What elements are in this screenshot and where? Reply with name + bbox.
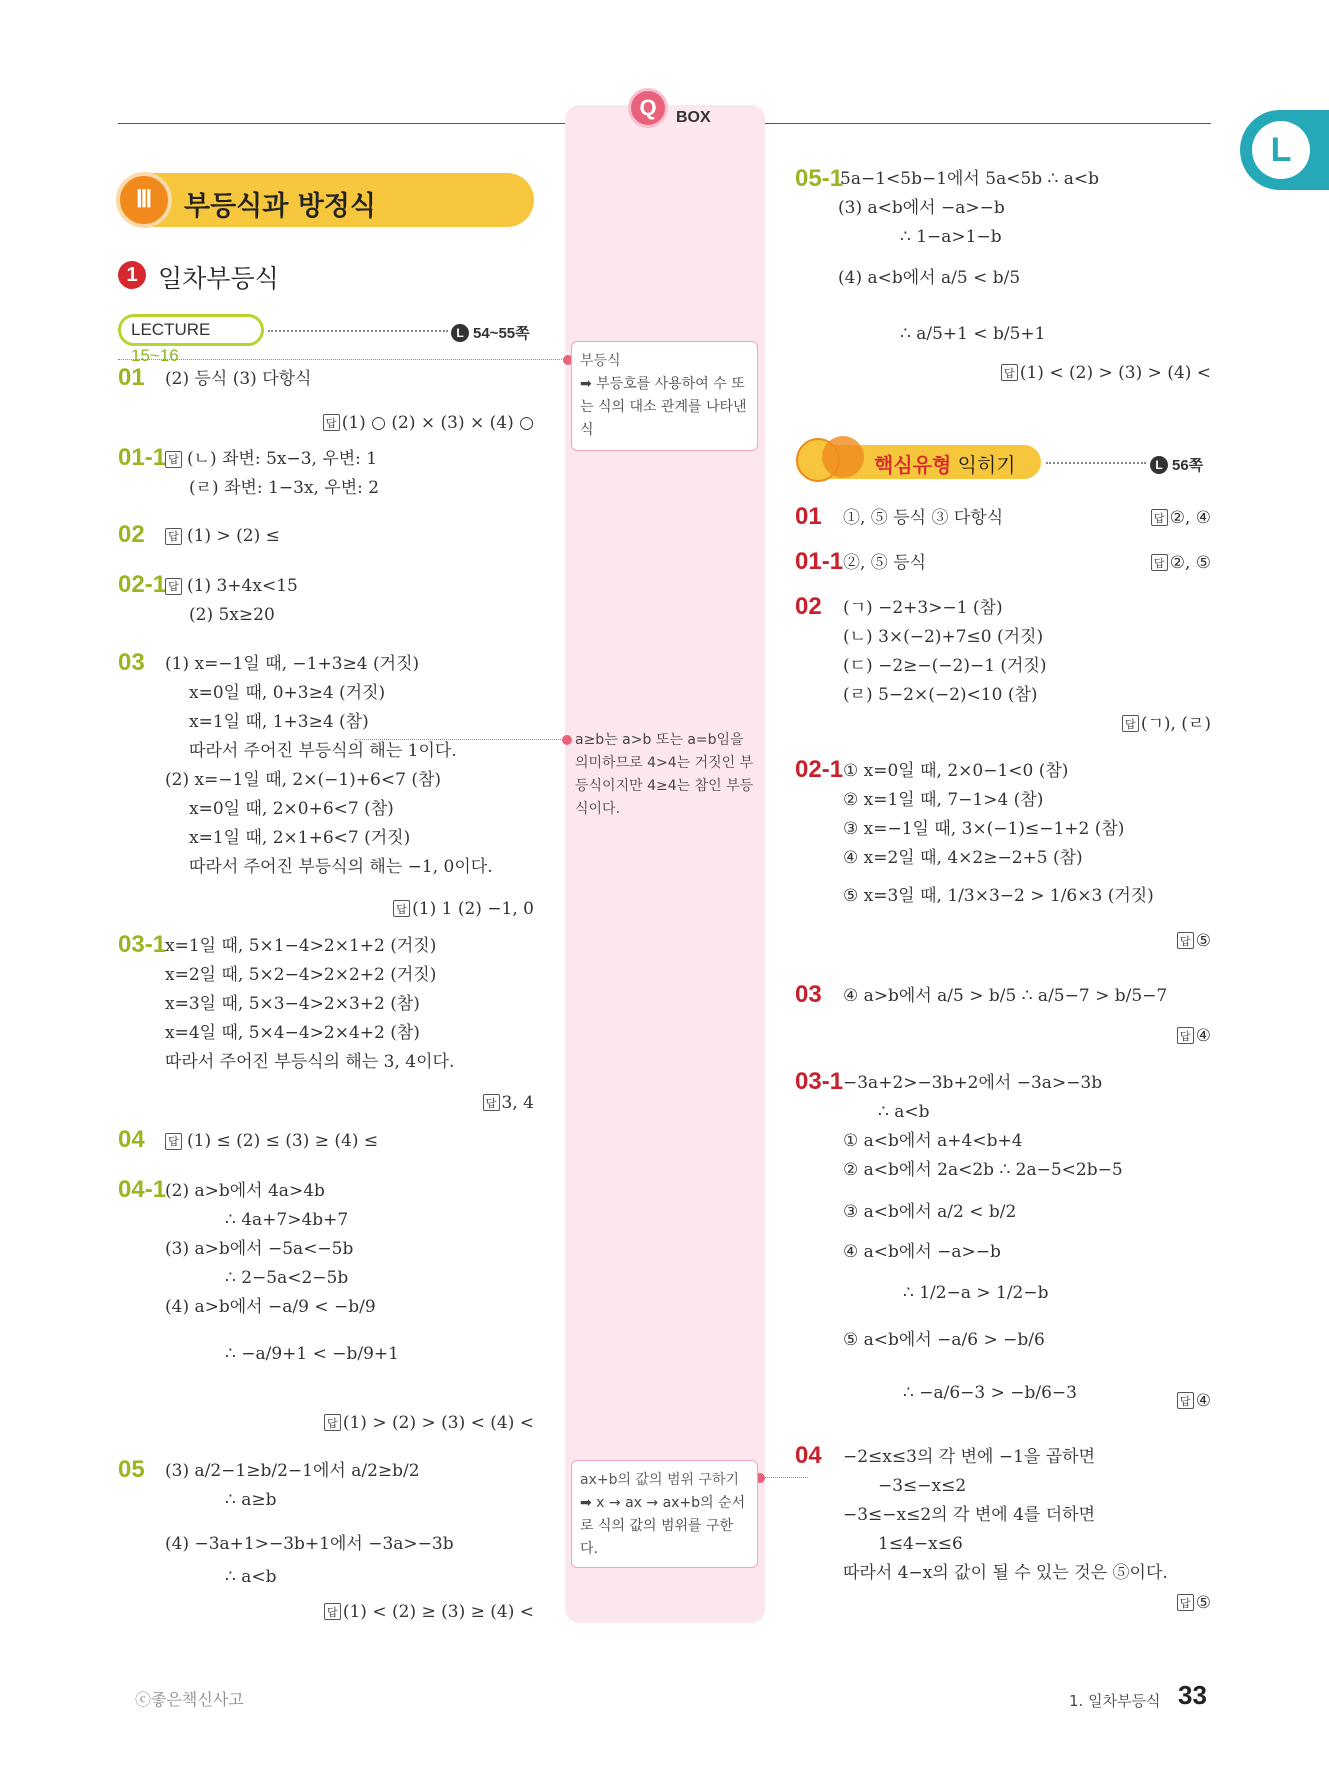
answer-value: (1) > (2) > (3) < (4) < xyxy=(342,1413,534,1433)
solution-text: 따라서 주어진 부등식의 해는 1이다. xyxy=(189,741,457,761)
lecture-page-range: 54~55쪽 xyxy=(473,325,530,342)
problem-number: 05-1 xyxy=(795,165,844,192)
solution-text: x=1일 때, 1+3≥4 (참) xyxy=(189,712,369,732)
solution-line: ② a<b에서 2a<2b ∴ 2a−5<2b−5 xyxy=(843,1160,1123,1180)
note-3-title: ax+b의 값의 범위 구하기 xyxy=(580,1472,740,1488)
solution-line xyxy=(189,740,457,762)
core-type-title xyxy=(874,449,1016,478)
answer-value: 3, 4 xyxy=(501,1093,534,1113)
answer-value: (1) 1 (2) −1, 0 xyxy=(412,899,534,919)
section-title: 일차부등식 xyxy=(158,264,279,293)
solution-text: (2) 5x≥20 xyxy=(189,605,275,625)
answer-mark-icon: 답 xyxy=(324,1414,341,1431)
solution-line xyxy=(225,1343,399,1365)
answer-value: ②, ④ xyxy=(1169,508,1211,528)
chapter-title: 부등식과 방정식 xyxy=(184,191,376,222)
top-rule-right xyxy=(765,123,1211,124)
problem-number: 02 xyxy=(795,593,822,620)
problem-number: 04-1 xyxy=(118,1176,167,1203)
solution-line: ⑤ x=3일 때, 1/3×3−2 > 1/6×3 (거짓) xyxy=(843,886,1154,906)
solution-line xyxy=(165,1460,420,1482)
note-connector-1 xyxy=(118,359,566,360)
answer-value: (1) < (2) ≥ (3) ≥ (4) < xyxy=(342,1602,534,1622)
answer-value: ⑤ xyxy=(1195,1593,1211,1613)
footer-publisher: ⓒ좋은책신사고 xyxy=(135,1690,244,1709)
solution-line: ② x=1일 때, 7−1>4 (참) xyxy=(843,790,1044,810)
solution-text: 따라서 주어진 부등식의 해는 −1, 0이다. xyxy=(189,857,493,877)
solution-line xyxy=(165,575,298,597)
solution-text: ∴ −a/9+1 < −b/9+1 xyxy=(225,1344,399,1364)
problem-number: 02 xyxy=(118,521,145,548)
problem-number: 01-1 xyxy=(118,444,167,471)
solution-text: (2) x=−1일 때, 2×(−1)+6<7 (참) xyxy=(165,770,442,790)
solution-text: ∴ 2−5a<2−5b xyxy=(225,1268,349,1288)
note-3-body: ➡ x → ax → ax+b의 순서로 식의 값의 범위를 구한다. xyxy=(580,1495,746,1557)
answer-line xyxy=(1122,713,1211,735)
solution-text: x=3일 때, 5×3−4>2×3+2 (참) xyxy=(165,994,420,1014)
problem-number: 03 xyxy=(795,981,822,1008)
answer-mark-icon: 답 xyxy=(165,578,182,595)
solution-text: 따라서 주어진 부등식의 해는 3, 4이다. xyxy=(165,1052,455,1072)
solution-line: ∴ a/5+1 < b/5+1 xyxy=(900,324,1046,344)
solution-line xyxy=(225,1489,276,1511)
answer-mark-icon: 답 xyxy=(1151,554,1168,571)
answer-value: (1) ○ (2) × (3) × (4) ○ xyxy=(341,413,534,433)
answer-line xyxy=(1177,1390,1211,1412)
qbox-note-3 xyxy=(571,1460,758,1568)
solution-text: (1) ≤ (2) ≤ (3) ≥ (4) ≤ xyxy=(187,1131,379,1151)
problem-number: 03-1 xyxy=(118,931,167,958)
problem-number: 01-1 xyxy=(795,548,844,575)
solution-line xyxy=(189,604,275,626)
answer-mark-icon: 답 xyxy=(1151,509,1168,526)
solution-text: ∴ a≥b xyxy=(225,1490,277,1510)
solution-line xyxy=(165,1051,454,1073)
solution-line xyxy=(165,1180,325,1202)
solution-line: 따라서 4−x의 값이 될 수 있는 것은 ⑤이다. xyxy=(843,1563,1168,1583)
lecture-badge xyxy=(118,314,264,365)
core-type-title-black: 익히기 xyxy=(951,453,1016,477)
solution-line: ④ x=2일 때, 4×2≥−2+5 (참) xyxy=(843,848,1083,868)
solution-line xyxy=(165,653,419,675)
solution-text: (1) x=−1일 때, −1+3≥4 (거짓) xyxy=(165,654,420,674)
answer-mark-icon: 답 xyxy=(1177,1594,1194,1611)
solution-line xyxy=(189,856,493,878)
page-number: 33 xyxy=(1178,1680,1207,1710)
solution-line: ∴ a<b xyxy=(878,1102,930,1122)
solution-line xyxy=(225,1566,276,1588)
solution-line: (ㄴ) 3×(−2)+7≤0 (거짓) xyxy=(843,627,1044,647)
lecture-tab-icon: L xyxy=(1252,121,1310,179)
solution-line: ③ x=−1일 때, 3×(−1)≤−1+2 (참) xyxy=(843,819,1125,839)
solution-line xyxy=(189,798,394,820)
answer-line xyxy=(483,1092,534,1114)
problem-number: 04 xyxy=(118,1126,145,1153)
solution-text: (ㄴ) 좌변: 5x−3, 우변: 1 xyxy=(187,449,378,469)
answer-value: ⑤ xyxy=(1195,931,1211,951)
solution-line xyxy=(165,525,280,547)
solution-text: x=1일 때, 5×1−4>2×1+2 (거짓) xyxy=(165,936,437,956)
footer-section: 1. 일차부등식 xyxy=(1069,1692,1161,1710)
answer-value: ④ xyxy=(1195,1391,1211,1411)
core-type-logo-overlap xyxy=(822,436,864,478)
solution-line: ∴ 1−a>1−b xyxy=(900,227,1002,247)
answer-mark-icon: 답 xyxy=(1001,364,1018,381)
answer-mark-icon: 답 xyxy=(1177,932,1194,949)
answer-line xyxy=(1177,1025,1211,1047)
qbox-note-2 xyxy=(571,725,758,821)
solution-line xyxy=(165,1238,353,1260)
answer-line xyxy=(1151,507,1211,529)
solution-line: −3≤−x≤2 xyxy=(878,1476,967,1496)
answer-mark-icon: 답 xyxy=(165,528,182,545)
problem-number: 04 xyxy=(795,1442,822,1469)
qbox-note-1 xyxy=(571,341,758,451)
solution-line: ④ a>b에서 a/5 > b/5 ∴ a/5−7 > b/5−7 xyxy=(843,986,1168,1006)
solution-line xyxy=(165,993,420,1015)
answer-line xyxy=(1177,1592,1211,1614)
solution-text: x=0일 때, 0+3≥4 (거짓) xyxy=(189,683,386,703)
solution-text: x=4일 때, 5×4−4>2×4+2 (참) xyxy=(165,1023,420,1043)
lecture-leader xyxy=(268,330,448,332)
answer-line xyxy=(323,412,534,434)
problem-number: 05 xyxy=(118,1456,145,1483)
solution-line xyxy=(189,827,410,849)
solution-line: ∴ 1/2−a > 1/2−b xyxy=(903,1283,1049,1303)
answer-mark-icon: 답 xyxy=(1122,715,1139,732)
solution-text: (4) a>b에서 −a/9 < −b/9 xyxy=(165,1297,376,1317)
answer-line xyxy=(1001,362,1211,384)
solution-text: x=0일 때, 2×0+6<7 (참) xyxy=(189,799,394,819)
solution-text: (1) 3+4x<15 xyxy=(187,576,298,596)
solution-text: ∴ a<b xyxy=(225,1567,277,1587)
solution-line xyxy=(165,769,441,791)
solution-line xyxy=(165,1022,420,1044)
solution-line: (ㄹ) 5−2×(−2)<10 (참) xyxy=(843,685,1038,705)
problem-number: 02-1 xyxy=(118,571,167,598)
problem-number: 02-1 xyxy=(795,756,844,783)
solution-text: (3) a/2−1≥b/2−1에서 a/2≥b/2 xyxy=(165,1461,420,1481)
qbox-q-icon: Q xyxy=(628,88,668,128)
answer-mark-icon: 답 xyxy=(323,414,340,431)
solution-line: ④ a<b에서 −a>−b xyxy=(843,1242,1001,1262)
solution-line: −3a+2>−3b+2에서 −3a>−3b xyxy=(843,1073,1103,1093)
answer-line xyxy=(393,898,534,920)
answer-value: ④ xyxy=(1195,1026,1211,1046)
note-connector-3 xyxy=(758,1477,808,1478)
problem-number: 03-1 xyxy=(795,1068,844,1095)
solution-line: 1≤4−x≤6 xyxy=(878,1534,963,1554)
answer-line xyxy=(1151,552,1211,574)
answer-line xyxy=(324,1412,534,1434)
solution-line xyxy=(165,935,436,957)
lecture-pages xyxy=(451,322,530,343)
solution-line: ①, ⑤ 등식 ③ 다항식 xyxy=(843,508,1004,528)
answer-value: (ㄱ), (ㄹ) xyxy=(1140,714,1211,734)
solution-line: ① x=0일 때, 2×0−1<0 (참) xyxy=(843,761,1069,781)
solution-line: (4) a<b에서 a/5 < b/5 xyxy=(838,268,1021,288)
solution-line xyxy=(189,711,369,733)
solution-line: −2≤x≤3의 각 변에 −1을 곱하면 xyxy=(843,1447,1096,1467)
answer-mark-icon: 답 xyxy=(165,1133,182,1150)
answer-value: (1) < (2) > (3) > (4) < xyxy=(1019,363,1211,383)
qbox-label: BOX xyxy=(676,109,711,126)
core-type-page-range: 56쪽 xyxy=(1172,457,1204,474)
solution-text: (3) a>b에서 −5a<−5b xyxy=(165,1239,354,1259)
solution-line xyxy=(165,1296,376,1318)
lecture-word: LECTURE xyxy=(131,320,211,339)
note-1-title: 부등식 xyxy=(580,353,621,369)
qbox-column xyxy=(565,105,765,1623)
solution-text: (2) a>b에서 4a>4b xyxy=(165,1181,325,1201)
core-type-title-red: 핵심유형 xyxy=(874,453,952,477)
solution-text: (1) > (2) ≤ xyxy=(187,526,280,546)
solution-line: ②, ⑤ 등식 xyxy=(843,553,927,573)
solution-line: (ㄷ) −2≥−(−2)−1 (거짓) xyxy=(843,656,1047,676)
answer-mark-icon: 답 xyxy=(483,1094,500,1111)
note-2-body: a≥b는 a>b 또는 a=b임을 의미하므로 4>4는 거짓인 부등식이지만 4≥4는 참인 부등식이다. xyxy=(575,732,754,817)
answer-mark-icon: 답 xyxy=(1177,1027,1194,1044)
solution-line xyxy=(225,1267,348,1289)
core-type-pages xyxy=(1150,454,1203,475)
solution-text: (2) 등식 (3) 다항식 xyxy=(165,369,312,389)
solution-line xyxy=(165,448,377,470)
answer-line xyxy=(1177,930,1211,952)
answer-mark-icon: 답 xyxy=(1177,1392,1194,1409)
solution-line xyxy=(165,368,311,390)
solution-text: x=1일 때, 2×1+6<7 (거짓) xyxy=(189,828,411,848)
solution-line xyxy=(225,1209,348,1231)
section-number: 1 xyxy=(118,261,146,289)
core-type-leader xyxy=(1046,462,1146,464)
chapter-numeral: Ⅲ xyxy=(116,172,172,228)
lecture-range: 15~16 xyxy=(131,346,179,365)
solution-line: (ㄱ) −2+3>−1 (참) xyxy=(843,598,1003,618)
solution-line: ① a<b에서 a+4<b+4 xyxy=(843,1131,1023,1151)
problem-number: 03 xyxy=(118,649,145,676)
solution-line: ⑤ a<b에서 −a/6 > −b/6 xyxy=(843,1330,1045,1350)
answer-value: ②, ⑤ xyxy=(1169,553,1211,573)
answer-mark-icon: 답 xyxy=(393,900,410,917)
note-1-body: ➡ 부등호를 사용하여 수 또는 식의 대소 관계를 나타낸 식 xyxy=(580,376,747,438)
solution-line: −3≤−x≤2의 각 변에 4를 더하면 xyxy=(843,1505,1096,1525)
solution-line: ∴ −a/6−3 > −b/6−3 xyxy=(903,1383,1077,1403)
book-page-icon: L xyxy=(451,324,469,342)
answer-mark-icon: 답 xyxy=(324,1603,341,1620)
problem-number: 01 xyxy=(795,503,822,530)
solution-line xyxy=(189,477,379,499)
answer-line xyxy=(324,1601,534,1623)
solution-line xyxy=(189,682,385,704)
solution-line xyxy=(165,964,436,986)
note-connector-2 xyxy=(355,739,565,740)
solution-text: (4) −3a+1>−3b+1에서 −3a>−3b xyxy=(165,1534,454,1554)
solution-text: (ㄹ) 좌변: 1−3x, 우변: 2 xyxy=(189,478,380,498)
solution-text: x=2일 때, 5×2−4>2×2+2 (거짓) xyxy=(165,965,437,985)
solution-line: ③ a<b에서 a/2 < b/2 xyxy=(843,1202,1017,1222)
solution-text: ∴ 4a+7>4b+7 xyxy=(225,1210,349,1230)
solution-line xyxy=(165,1533,454,1555)
solution-line xyxy=(165,1130,378,1152)
top-rule-left xyxy=(118,123,565,124)
book-page-icon: L xyxy=(1150,456,1168,474)
answer-mark-icon: 답 xyxy=(165,451,182,468)
problem-number: 01 xyxy=(118,364,145,391)
solution-line: (3) a<b에서 −a>−b xyxy=(838,198,1005,218)
solution-line: 5a−1<5b−1에서 5a<5b ∴ a<b xyxy=(840,169,1100,189)
